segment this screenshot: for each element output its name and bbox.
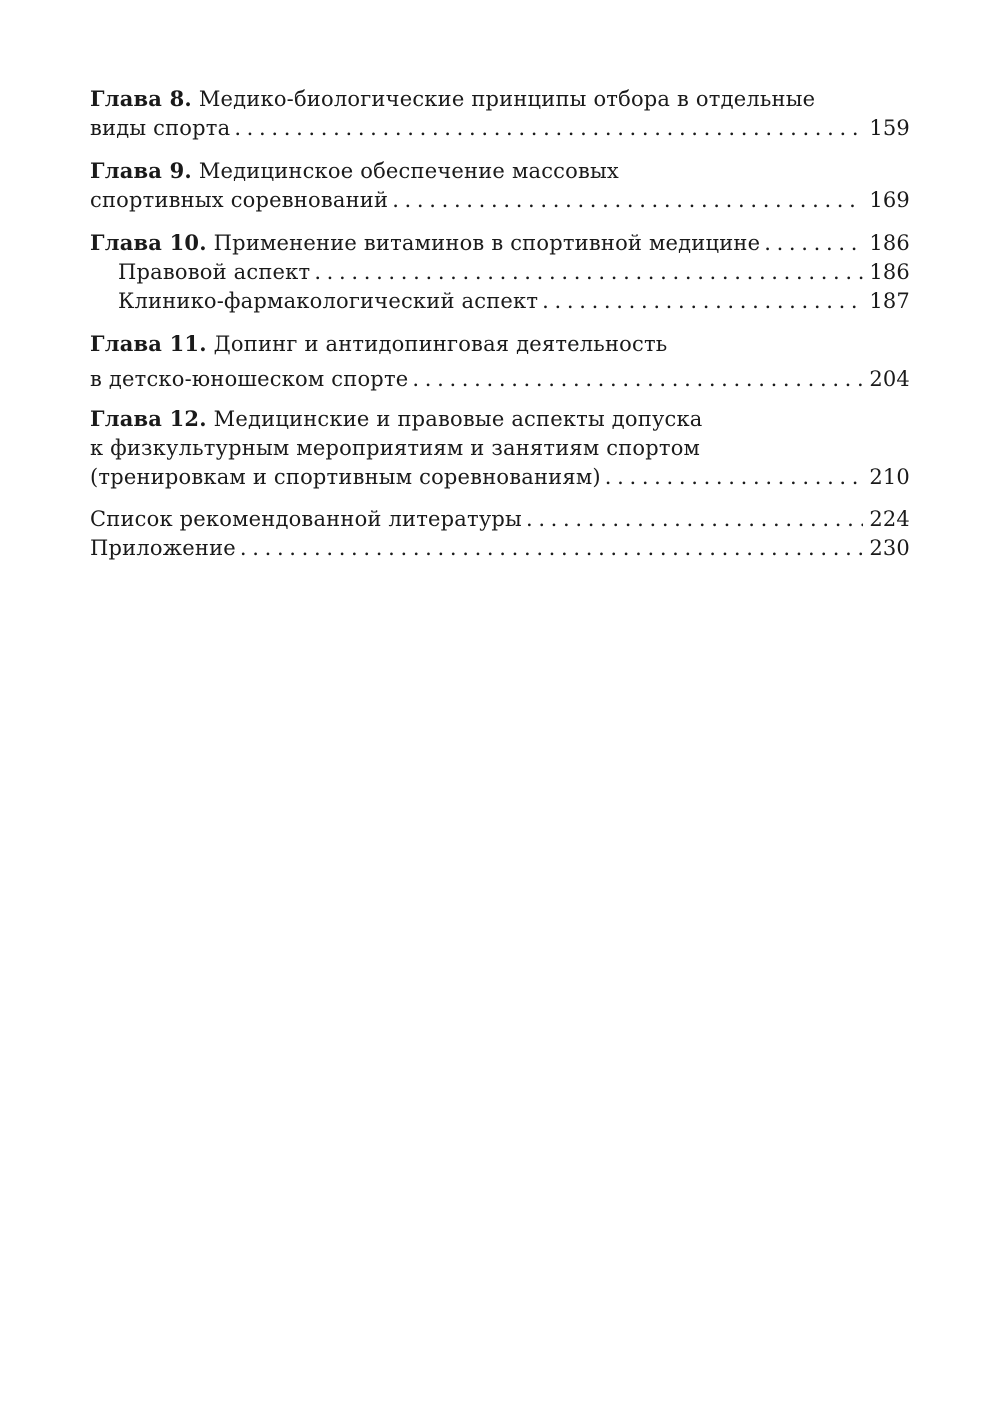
chapter-label: Глава 12.: [90, 406, 207, 431]
dot-leader: [605, 463, 864, 492]
toc-entry-chapter-11[interactable]: [90, 329, 910, 394]
chapter-label: Глава 11.: [90, 331, 207, 356]
dot-leader: [240, 534, 863, 563]
page-number: 187: [869, 289, 910, 313]
chapter-title: Медицинские и правовые аспекты допуска: [213, 407, 703, 431]
dot-leader: [234, 114, 863, 143]
chapter-title-continued: (тренировкам и спортивным соревнованиям): [90, 465, 601, 489]
chapter-title: Допинг и антидопинговая деятельность: [213, 332, 668, 356]
toc-entry-chapter-8[interactable]: [90, 84, 910, 143]
toc-entry-chapter-9[interactable]: [90, 156, 910, 215]
chapter-title: Медико-биологические принципы отбора в отдельные: [198, 87, 816, 111]
toc-entry-chapter-10[interactable]: [90, 228, 910, 316]
chapter-label: Глава 10.: [90, 230, 207, 255]
chapter-label: Глава 9.: [90, 158, 192, 183]
page-number: 204: [869, 367, 910, 391]
chapter-title-continued: спортивных соревнований: [90, 188, 389, 212]
page-number: 186: [869, 260, 910, 284]
toc-subentry-legal-aspect[interactable]: [90, 258, 910, 287]
dot-leader: [526, 505, 863, 534]
chapter-title-continued: к физкультурным мероприятиям и занятиям спортом: [90, 436, 701, 460]
page-number: 159: [869, 116, 910, 140]
toc-entry-appendix[interactable]: [90, 534, 910, 563]
dot-leader: [542, 287, 863, 316]
dot-leader: [412, 365, 863, 394]
toc-entry-chapter-12[interactable]: [90, 404, 910, 492]
subsection-title: Правовой аспект: [118, 260, 311, 284]
chapter-title: Применение витаминов в спортивной медицине: [213, 231, 761, 255]
page-number: 230: [869, 536, 910, 560]
references-title: Список рекомендованной литературы: [90, 507, 522, 531]
page-number: 210: [869, 465, 910, 489]
subsection-title: Клинико-фармакологический аспект: [118, 289, 539, 313]
toc-subentry-clinical-aspect[interactable]: [90, 287, 910, 316]
page-number: 169: [869, 188, 910, 212]
chapter-title: Медицинское обеспечение массовых: [198, 159, 619, 183]
dot-leader: [392, 186, 863, 215]
dot-leader: [764, 229, 863, 258]
chapter-title-continued: в детско-юношеском спорте: [90, 367, 409, 391]
chapter-label: Глава 8.: [90, 86, 192, 111]
page-number: 186: [869, 231, 910, 255]
dot-leader: [314, 258, 863, 287]
table-of-contents: [90, 84, 910, 563]
toc-entry-references[interactable]: [90, 505, 910, 534]
chapter-title-continued: виды спорта: [90, 116, 231, 140]
page-number: 224: [869, 507, 910, 531]
appendix-title: Приложение: [90, 536, 236, 560]
